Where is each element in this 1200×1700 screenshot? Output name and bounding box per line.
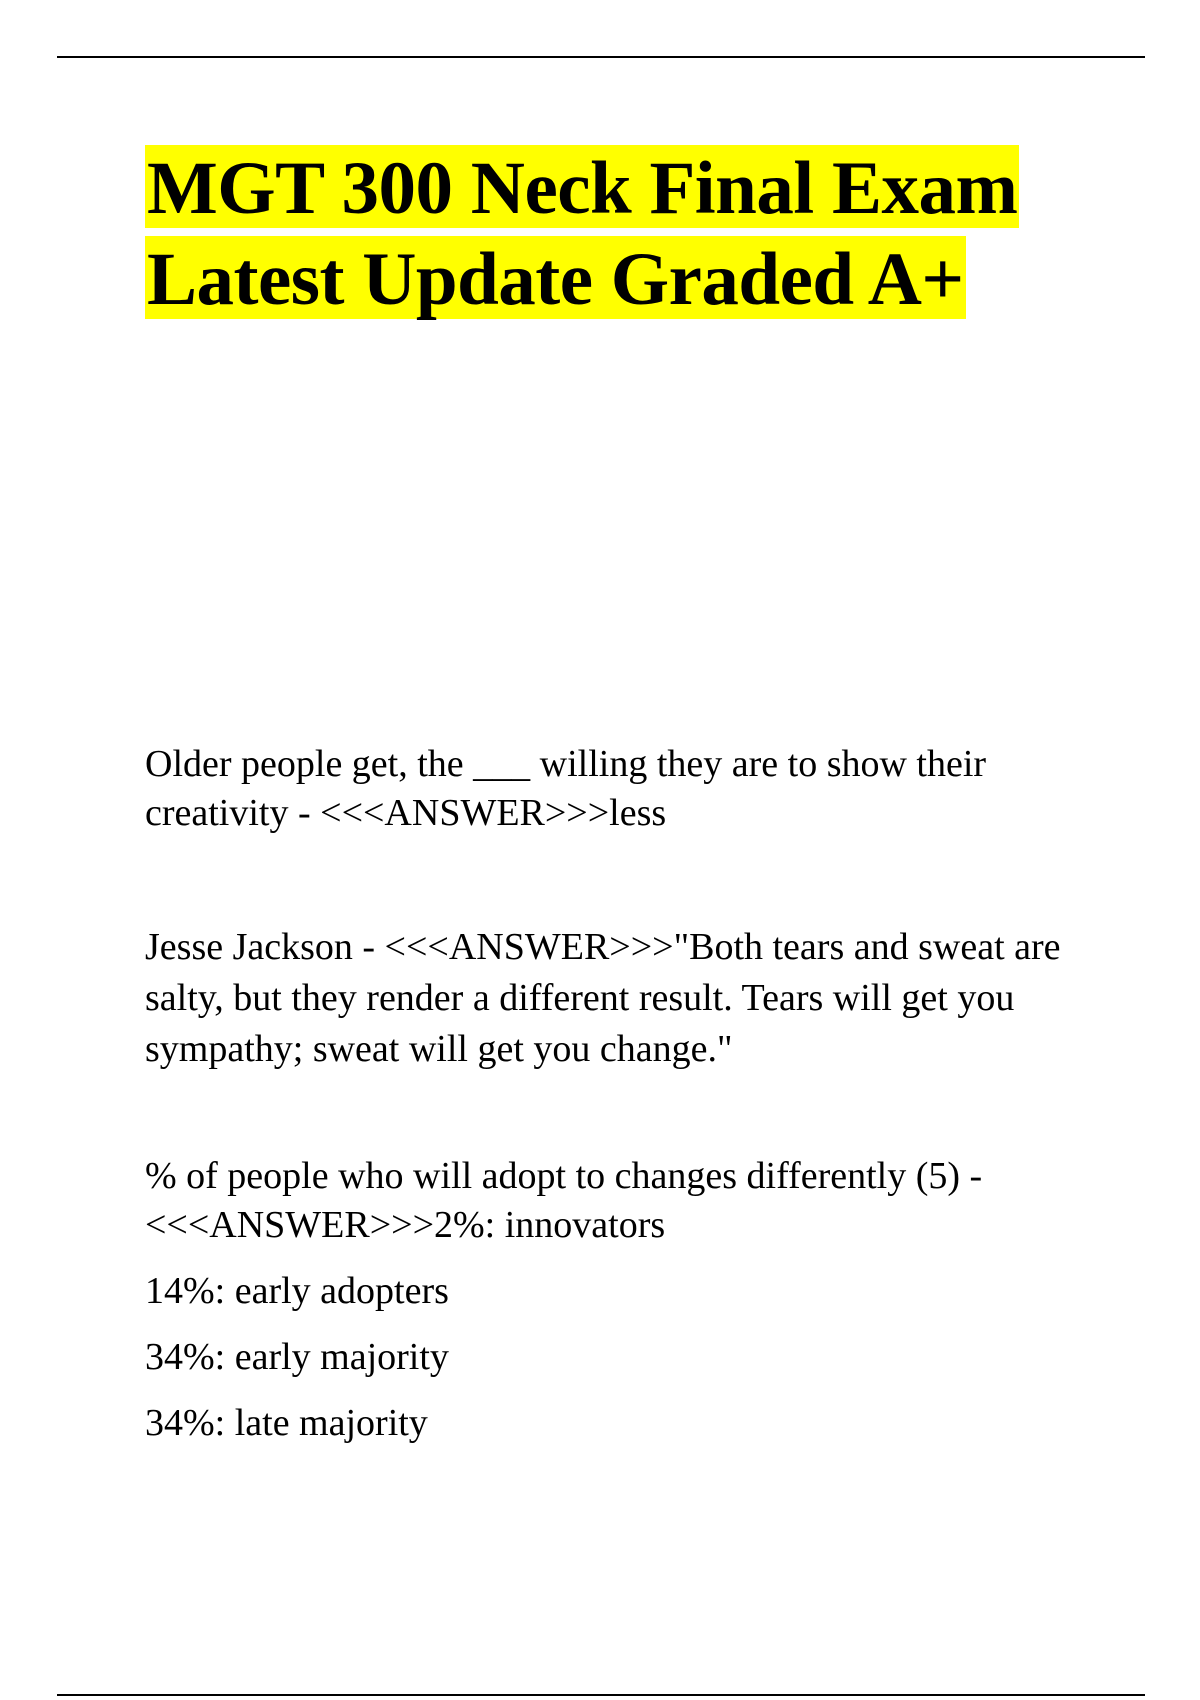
qa-entry-adoption-percentages — [145, 1152, 1075, 1448]
qa-entry-jesse-jackson — [145, 922, 1075, 1075]
qa-entry-text: Older people get, the ___ willing they are to show their creativity - <<<ANSWER>>>less — [145, 743, 987, 834]
qa-entry-older-people — [145, 740, 1075, 838]
qa-entry-text: % of people who will adopt to changes differently (5) - <<<ANSWER>>>2%: innovators — [145, 1155, 983, 1246]
bottom-rule — [57, 1694, 1145, 1696]
list-item: 34%: early majority — [145, 1336, 449, 1378]
title-line-1: MGT 300 Neck Final Exam — [147, 147, 1018, 230]
title-line-2: Latest Update Graded A+ — [147, 238, 964, 321]
top-rule — [57, 56, 1145, 58]
list-item: 34%: late majority — [145, 1402, 428, 1444]
document-title — [145, 144, 1145, 326]
list-item: 14%: early adopters — [145, 1270, 449, 1312]
qa-entry-text: Jesse Jackson - <<<ANSWER>>>"Both tears and sweat are salty, but they render a different result. Tears will get you sympathy; sweat will get you change." — [145, 926, 1061, 1070]
